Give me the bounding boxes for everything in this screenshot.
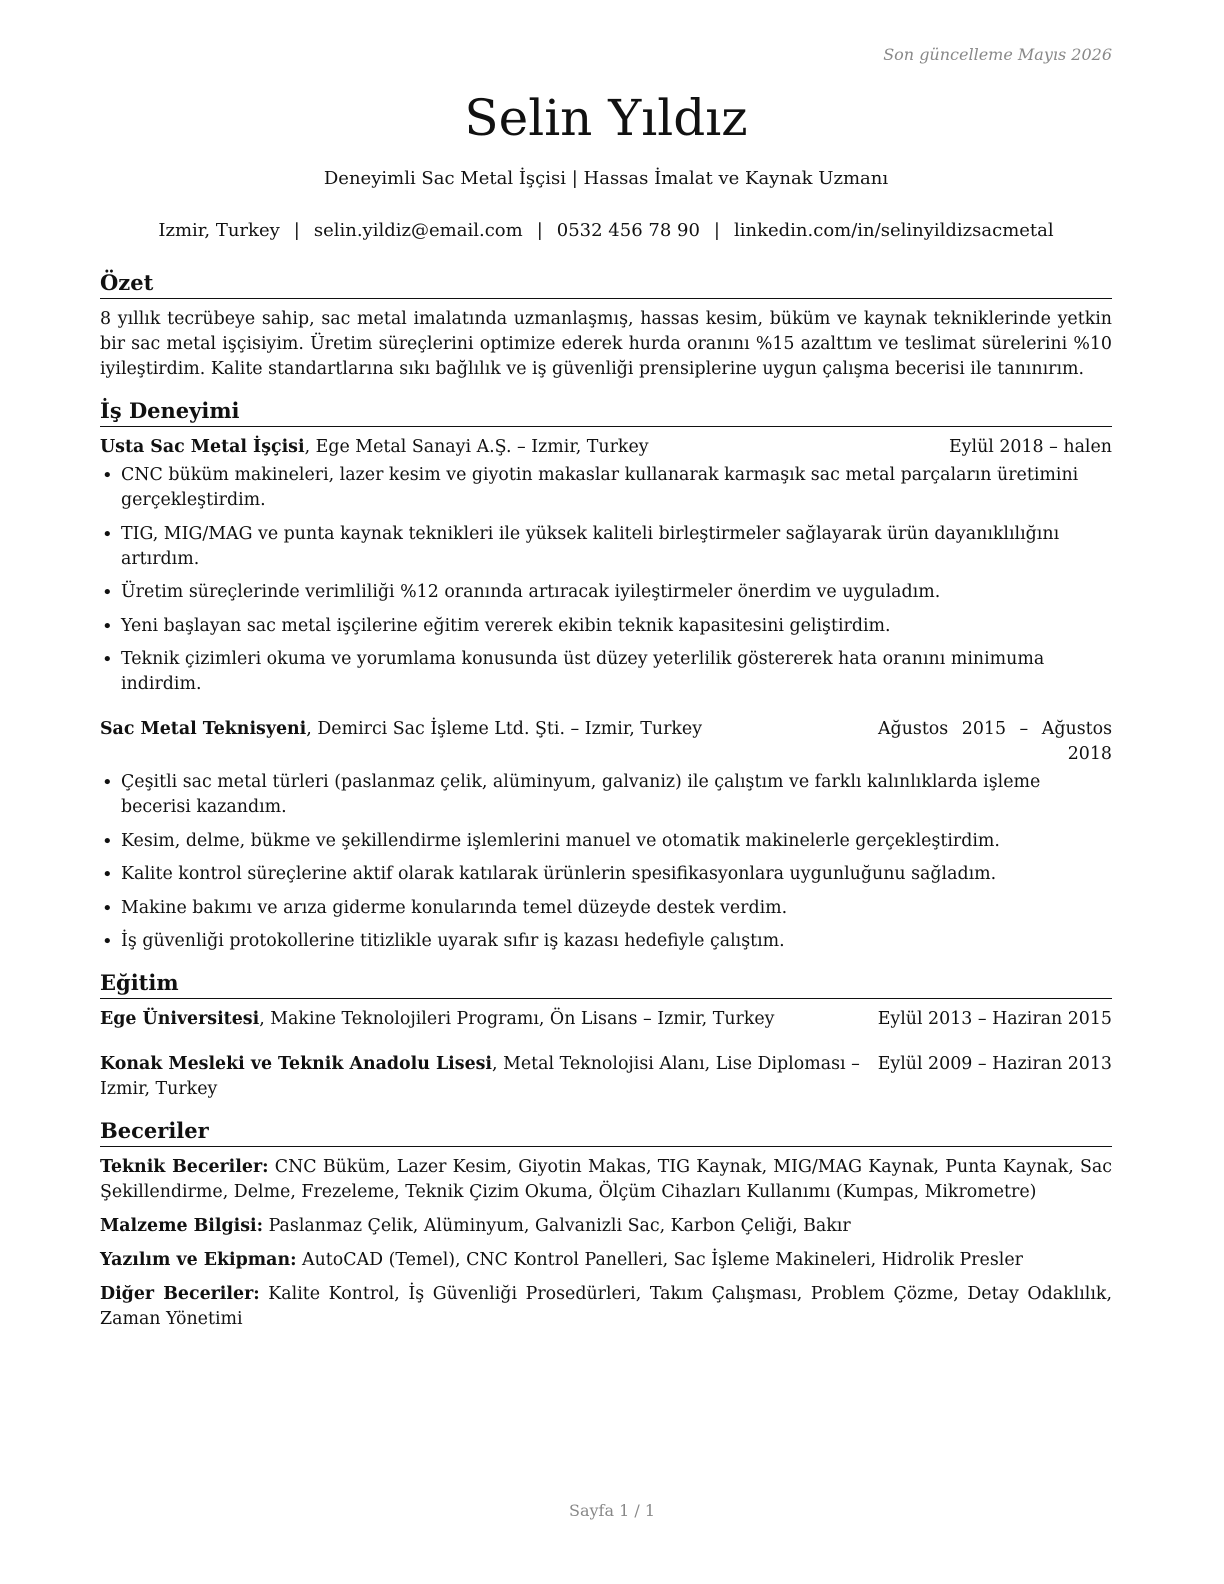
skill-group-value: Kalite Kontrol, İş Güvenliği Prosedürleri, Takım Çalışması, Problem Çözme, Detay Odaklılık, Zaman Yönetimi [100,1284,1112,1329]
education-title-line [100,1052,878,1102]
summary-text: 8 yıllık tecrübeye sahip, sac metal imalatında uzmanlaşmış, hassas kesim, büküm ve kaynak tekniklerinde yetkin bir sac metal işçisiyim. Üretim süreçlerini optimize ederek hurda oranını %15 azalttım ve teslimat sürelerini %10 iyileştirdim. Kalite standartlarına sıkı bağlılık ve iş güvenliği prensiplerine uygun çalışma becerisi ile tanınırım. [100,309,1112,379]
section-title-summary: Özet [100,268,1112,299]
job-role: Usta Sac Metal İşçisi [100,437,305,457]
job-company-location: , Ege Metal Sanayi A.Ş. – Izmir, Turkey [304,437,649,457]
education-dates: Eylül 2009 – Haziran 2013 [877,1054,1112,1074]
education-details: , Metal Teknolojisi Alanı, Lise Diploması – Izmir, Turkey [100,1054,860,1099]
job-entry [100,717,1112,954]
skill-group-label: Malzeme Bilgisi: [100,1216,264,1236]
job-header [100,717,1112,767]
resume-content [100,268,1112,1341]
skill-group-label: Yazılım ve Ekipman: [100,1250,297,1270]
skill-group-value: AutoCAD (Temel), CNC Kontrol Panelleri, Sac İşleme Makineleri, Hidrolik Presler [296,1250,1023,1270]
education-details: , Makine Teknolojileri Programı, Ön Lisans – Izmir, Turkey [259,1009,775,1029]
job-dates: Ağustos 2015 – Ağustos 2018 [878,719,1112,764]
list-item: • Çeşitli sac metal türleri (paslanmaz çelik, alüminyum, galvaniz) ile çalıştım ve farklı kalınlıklarda işleme becerisi kazandım. [100,770,1112,820]
job-header [100,435,1112,460]
skill-group [100,1214,1112,1239]
job-dates: Eylül 2018 – halen [948,437,1112,457]
page-number: Sayfa 1 / 1 [568,1501,655,1520]
skill-group-value: Paslanmaz Çelik, Alüminyum, Galvanizli Sac, Karbon Çeliği, Bakır [263,1216,851,1236]
education-section [100,968,1112,1102]
list-item: • CNC büküm makineleri, lazer kesim ve giyotin makaslar kullanarak karmaşık sac metal parçaların üretimini gerçekleştirdim. [100,463,1112,513]
education-school: Konak Mesleki ve Teknik Anadolu Lisesi [100,1054,493,1074]
list-item: • Teknik çizimleri okuma ve yorumlama konusunda üst düzey yeterlilik göstererek hata oranını minimuma indirdim. [100,647,1112,697]
contact-separator: | [713,220,720,241]
candidate-name: Selin Yıldız [464,89,748,147]
job-bullets [100,463,1112,697]
list-item: • Kesim, delme, bükme ve şekillendirme işlemlerini manuel ve otomatik makinelerle gerçekleştirdim. [100,829,1112,854]
list-item: • Makine bakımı ve arıza giderme konularında temel düzeyde destek verdim. [100,896,1112,921]
list-item: • Üretim süreçlerinde verimliliği %12 oranında artıracak iyileştirmeler önerdim ve uyguladım. [100,580,1112,605]
contact-linkedin[interactable]: linkedin.com/in/selinyildizsacmetal [733,220,1054,241]
education-entry [100,1007,1112,1032]
last-updated: Son güncelleme Mayıs 2026 [883,45,1112,64]
education-dates: Eylül 2013 – Haziran 2015 [877,1009,1112,1029]
education-entry [100,1052,1112,1102]
skill-group-value: CNC Büküm, Lazer Kesim, Giyotin Makas, TIG Kaynak, MIG/MAG Kaynak, Punta Kaynak, Sac Şekillendirme, Delme, Frezeleme, Teknik Çizim Okuma, Ölçüm Cihazları Kullanımı (Kumpas, Mikrometre) [100,1157,1112,1202]
headline: Deneyimli Sac Metal İşçisi | Hassas İmalat ve Kaynak Uzmanı [323,168,889,189]
experience-section [100,396,1112,954]
list-item: • İş güvenliği protokollerine titizlikle uyarak sıfır iş kazası hedefiyle çalıştım. [100,929,1112,954]
job-role: Sac Metal Teknisyeni [100,719,307,739]
list-item: • Yeni başlayan sac metal işçilerine eğitim vererek ekibin teknik kapasitesini geliştirdim. [100,614,1112,639]
contact-email[interactable]: selin.yildiz@email.com [313,220,523,241]
section-title-skills: Beceriler [100,1116,1112,1147]
contact-phone: 0532 456 78 90 [556,220,700,241]
job-company-location: , Demirci Sac İşleme Ltd. Şti. – Izmir, Turkey [306,719,703,739]
job-title-line [100,435,949,460]
job-bullets [100,770,1112,954]
job-entry [100,435,1112,697]
skill-group-label: Teknik Beceriler: [100,1157,269,1177]
contact-line [100,219,1112,243]
section-title-education: Eğitim [100,968,1112,999]
section-title-experience: İş Deneyimi [100,396,1112,427]
skill-group [100,1155,1112,1205]
contact-separator: | [293,220,300,241]
education-title-line [100,1007,878,1032]
job-title-line [100,717,878,742]
skill-group-label: Diğer Beceriler: [100,1284,260,1304]
list-item: • TIG, MIG/MAG ve punta kaynak teknikleri ile yüksek kaliteli birleştirmeler sağlayarak ürün dayanıklılığını artırdım. [100,522,1112,572]
summary-section [100,268,1112,382]
skill-group [100,1248,1112,1273]
contact-location: Izmir, Turkey [158,220,280,241]
education-school: Ege Üniversitesi [100,1009,260,1029]
skills-section [100,1116,1112,1332]
contact-separator: | [536,220,543,241]
skill-group [100,1282,1112,1332]
list-item: • Kalite kontrol süreçlerine aktif olarak katılarak ürünlerin spesifikasyonlara uygunluğunu sağladım. [100,862,1112,887]
